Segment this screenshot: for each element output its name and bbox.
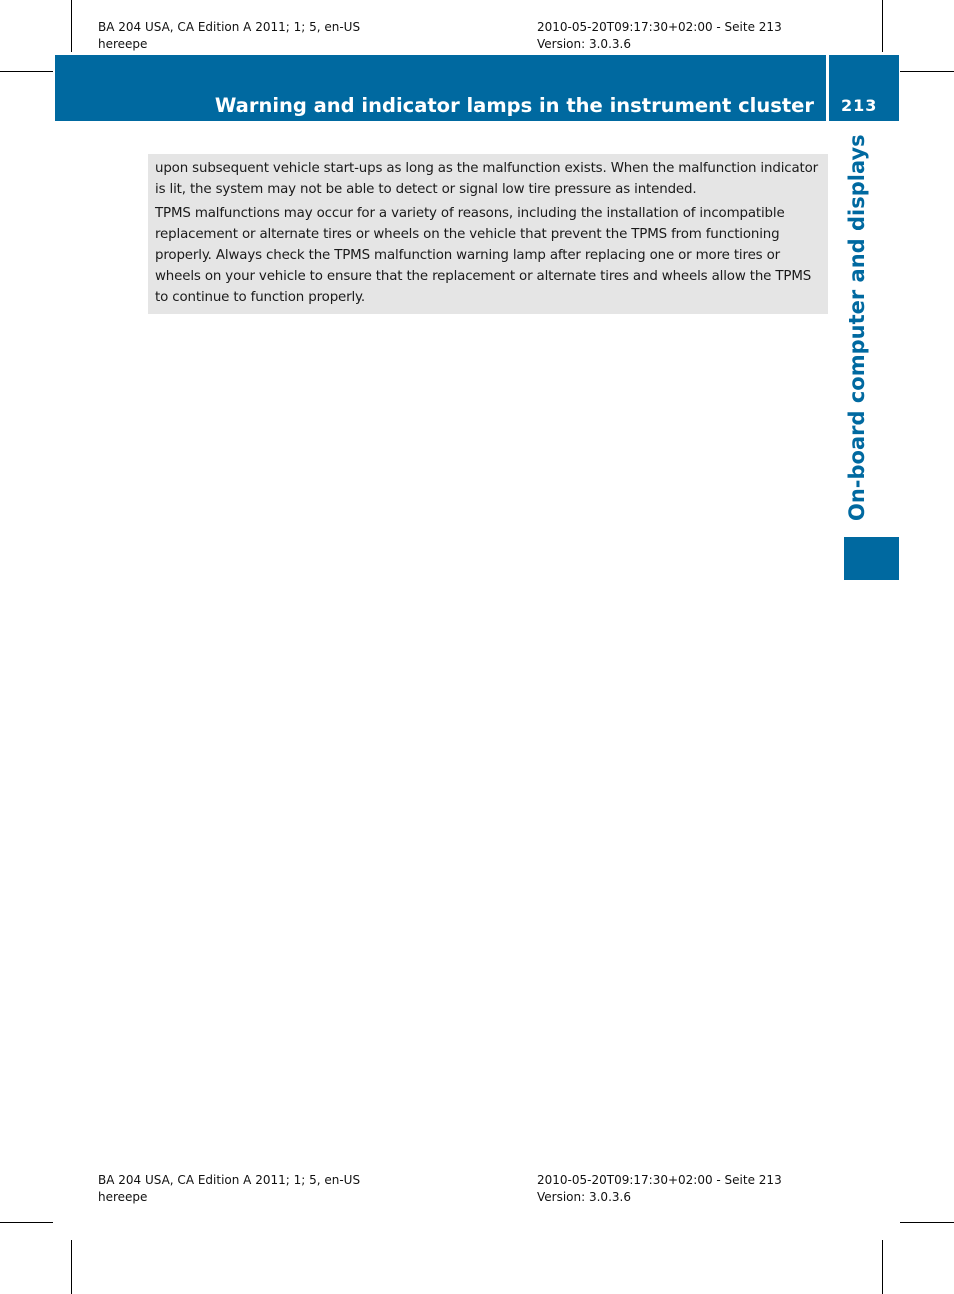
crop-mark-bottom-left-vertical — [71, 1240, 72, 1294]
side-section-label-wrapper — [840, 134, 874, 528]
print-meta-user-bottom: hereepe — [98, 1190, 148, 1204]
print-meta-right-bottom — [537, 1172, 782, 1206]
crop-mark-top-left-horizontal — [0, 71, 53, 72]
print-meta-edition: BA 204 USA, CA Edition A 2011; 1; 5, en-US — [98, 20, 361, 34]
crop-mark-top-right-vertical — [882, 0, 883, 52]
print-meta-left-bottom — [98, 1172, 360, 1206]
print-meta-timestamp: 2010-05-20T09:17:30+02:00 - Seite 213 — [537, 20, 782, 34]
crop-mark-bottom-right-horizontal — [900, 1222, 954, 1223]
page-number: 213 — [841, 96, 878, 115]
print-meta-user: hereepe — [98, 37, 148, 51]
crop-mark-top-left-vertical — [71, 0, 72, 52]
note-box — [148, 154, 828, 314]
print-meta-version: Version: 3.0.3.6 — [537, 37, 631, 51]
print-meta-timestamp-bottom: 2010-05-20T09:17:30+02:00 - Seite 213 — [537, 1173, 782, 1187]
section-header-bar — [55, 55, 826, 121]
note-paragraph-2: TPMS malfunctions may occur for a variety of reasons, including the installation of incompatible replacement or alternate tires or wheels on the vehicle that prevent the TPMS from functioning properly. Always check the TPMS malfunction warning lamp after replacing one or more tires or wheels on your vehicle to ensure that the replacement or alternate tires and wheels allow the TPMS to continue to function properly. — [155, 206, 812, 305]
print-meta-edition-bottom: BA 204 USA, CA Edition A 2011; 1; 5, en-US — [98, 1173, 361, 1187]
section-title: Warning and indicator lamps in the instrument cluster — [214, 94, 814, 117]
crop-mark-bottom-right-vertical — [882, 1240, 883, 1294]
crop-mark-bottom-left-horizontal — [0, 1222, 53, 1223]
crop-mark-top-right-horizontal — [900, 71, 954, 72]
page-number-box — [829, 55, 899, 121]
side-section-label: On-board computer and displays — [845, 134, 869, 521]
print-meta-version-bottom: Version: 3.0.3.6 — [537, 1190, 631, 1204]
print-meta-right-top — [537, 19, 782, 53]
note-paragraph-1: upon subsequent vehicle start-ups as long as the malfunction exists. When the malfunction indicator is lit, the system may not be able to detect or signal low tire pressure as intended. — [155, 161, 819, 197]
side-tab-marker — [844, 537, 899, 580]
print-meta-left-top — [98, 19, 360, 53]
